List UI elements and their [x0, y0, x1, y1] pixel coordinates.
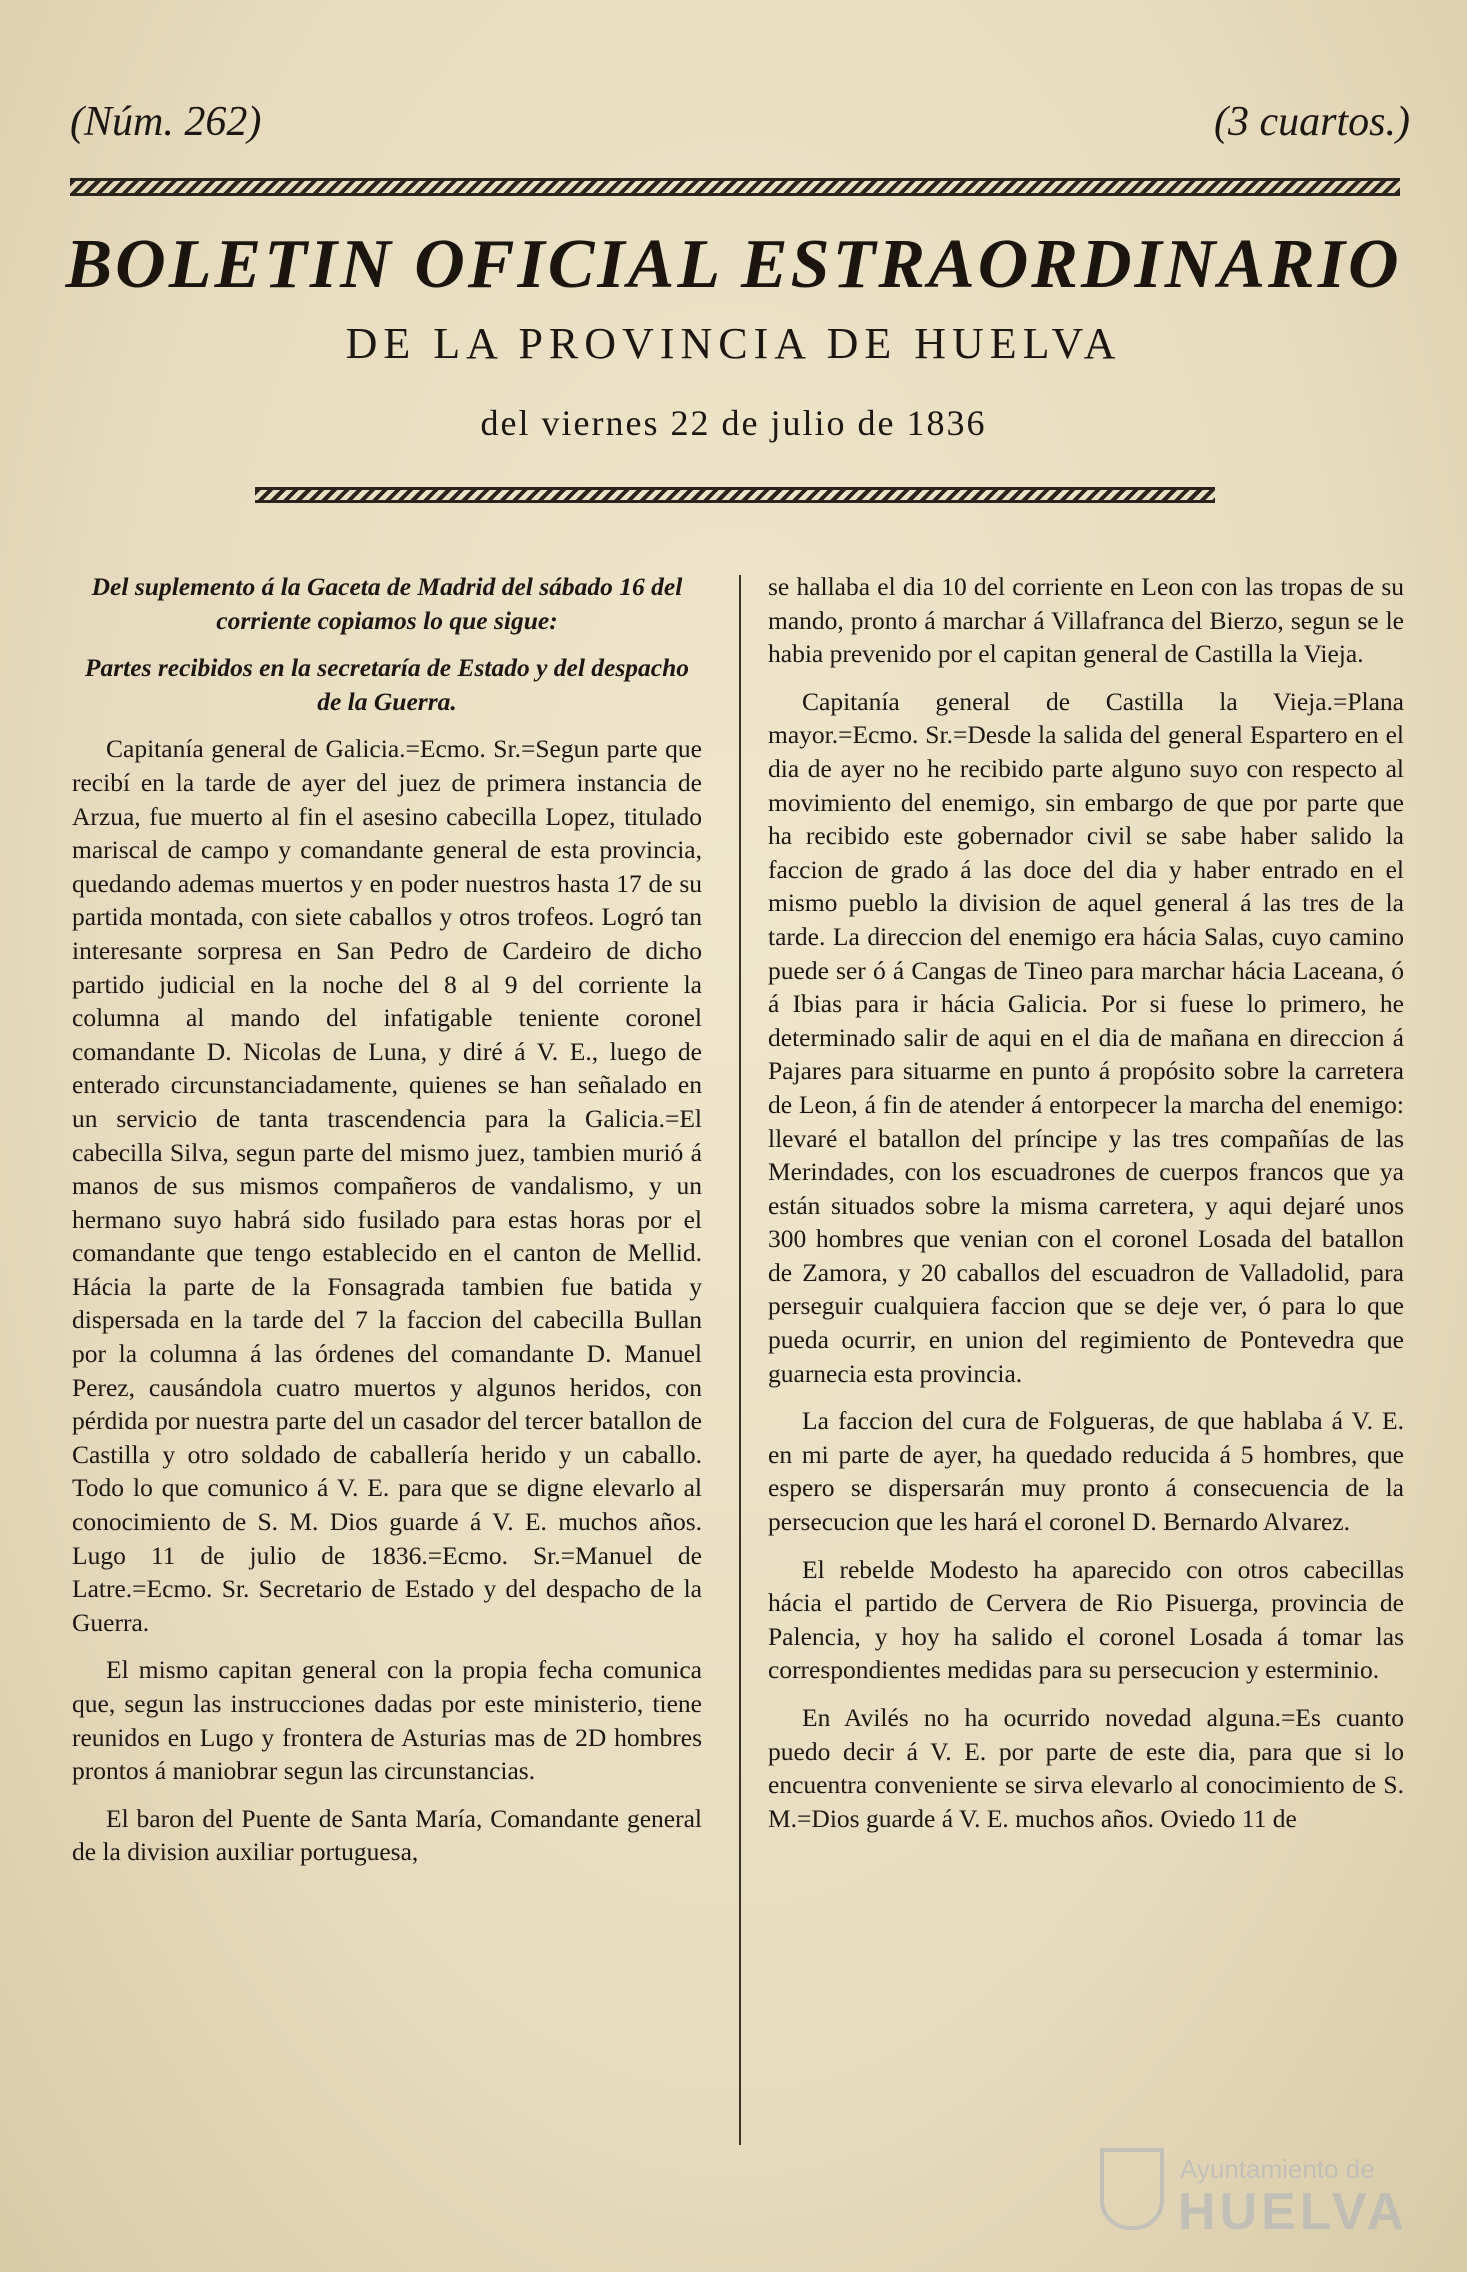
right-column: [768, 570, 1404, 1849]
article-paragraph: El rebelde Modesto ha aparecido con otros cabecillas hácia el partido de Cervera de Rio Pisuerga, provincia de Palencia, y hoy ha salido el coronel Losada á tomar las correspondientes medidas para su persecucion y esterminio.: [768, 1554, 1404, 1685]
archive-watermark: [1100, 2140, 1409, 2250]
newspaper-subtitle: DE LA PROVINCIA DE HUELVA: [345, 319, 1122, 368]
article-lead: Del suplemento á la Gaceta de Madrid del sábado 16 del corriente copiamos lo que sigue:: [91, 572, 683, 635]
masthead-row: [70, 98, 1410, 148]
watermark-line2: HUELVA: [1178, 2183, 1409, 2241]
article-paragraph: La faccion del cura de Folgueras, de que hablaba á V. E. en mi parte de ayer, ha quedado reducida á 5 hombres, que espero se dispersarán muy pronto á consecuencia de la persecucion que les hará el coronel D. Bernardo Alvarez.: [768, 1406, 1404, 1537]
shield-icon: [1100, 2148, 1164, 2230]
article-paragraph: se hallaba el dia 10 del corriente en Leon con las tropas de su mando, pronto á marchar á Villafranca del Bierzo, segun se le habia prevenido por el capitan general de Castilla la Vieja.: [768, 572, 1404, 669]
issue-price: (3 cuartos.): [1214, 99, 1410, 145]
ornamental-rule-bottom: [255, 487, 1215, 503]
article-paragraph: El mismo capitan general con la propia fecha comunica que, segun las instrucciones dadas por este ministerio, tiene reunidos en Lugo y frontera de Asturias mas de 2D hombres prontos á maniobrar segun las circunstancias.: [72, 1655, 702, 1786]
ornamental-rule-top: [70, 178, 1400, 196]
article-paragraph: El baron del Puente de Santa María, Comandante general de la division auxiliar portuguesa,: [72, 1803, 702, 1867]
newspaper-title: BOLETIN OFICIAL ESTRAORDINARIO: [65, 226, 1402, 303]
issue-number: (Núm. 262): [70, 99, 262, 145]
column-divider: [739, 575, 741, 2145]
article-paragraph: Capitanía general de Galicia.=Ecmo. Sr.=Segun parte que recibí en la tarde de ayer del juez de primera instancia de Arzua, fue muerto al fin el asesino cabecilla Lopez, titulado mariscal de campo y comandante general de esta provincia, quedando ademas muertos y en poder nuestros hasta 17 de su partida montada, con siete caballos y otros trofeos. Logró tan interesante sorpresa en San Pedro de Cardeiro de dicho partido judicial en la noche del 8 al 9 del corriente la columna al mando del infatigable teniente coronel comandante D. Nicolas de Luna, y diré á V. E., luego de enterado circunstanciadamente, quienes se han señalado en un servicio de tanta trascendencia para la Galicia.=El cabecilla Silva, segun parte del mismo juez, tambien murió á manos de sus mismos compañeros de vandalismo, y un hermano suyo habrá sido fusilado para estas horas por el comandante que tengo establecido en el canton de Mellid. Hácia la parte de la Fonsagrada tambien fue batida y dispersada en la tarde del 7 la faccion del cabecilla Bullan por la columna á las órdenes del comandante D. Manuel Perez, causándola cuatro muertos y algunos heridos, con pérdida por nuestra parte del un casador del tercer batallon de Castilla y otro soldado de caballería herido y un caballo. Todo lo que comunico á V. E. para que se digne elevarlo al conocimiento de S. M. Dios guarde á V. E. muchos años. Lugo 11 de julio de 1836.=Ecmo. Sr.=Manuel de Latre.=Ecmo. Sr. Secretario de Estado y del despacho de la Guerra.: [72, 734, 702, 1637]
article-paragraph: En Avilés no ha ocurrido novedad alguna.=Es cuanto puedo decir á V. E. por parte de este dia, para que si lo encuentra conveniente se sirva elevarlo al conocimiento de S. M.=Dios guarde á V. E. muchos años. Oviedo 11 de: [768, 1703, 1404, 1833]
article-heading: Partes recibidos en la secretaría de Estado y del despacho de la Guerra.: [84, 653, 690, 716]
issue-date: del viernes 22 de julio de 1836: [480, 403, 987, 443]
watermark-line1: Ayuntamiento de: [1180, 2154, 1375, 2184]
article-paragraph: Capitanía general de Castilla la Vieja.=Plana mayor.=Ecmo. Sr.=Desde la salida del general Espartero en el dia de ayer no he recibido parte alguno suyo con respecto al movimiento del enemigo, sin embargo de que por parte que ha recibido este gobernador civil se sabe haber salido la faccion de grado á las doce del dia y haber entrado en el mismo pueblo la division de aquel general á las tres de la tarde. La direccion del enemigo era hácia Salas, cuyo camino puede ser ó á Cangas de Tineo para marchar hácia Laceana, ó á Ibias para ir hácia Galicia. Por si fuese lo primero, he determinado salir de aqui en el dia de mañana en direccion á Pajares para situarme en punto á propósito sobre la carretera de Leon, á fin de atender á entorpecer la marcha del enemigo: llevaré el batallon del príncipe y las tres compañías de las Merindades, con los escuadrones de cuerpos francos que ya están situados sobre la misma carretera, y aqui dejaré unos 300 hombres que venian con el coronel Losada del batallon de Zamora, y 20 caballos del escuadron de Valladolid, para perseguir cualquiera faccion que se deje ver, ó para lo que pueda ocurrir, en union del regimiento de Pontevedra que guarnecia esta provincia.: [768, 686, 1404, 1388]
left-column: [72, 570, 702, 1883]
